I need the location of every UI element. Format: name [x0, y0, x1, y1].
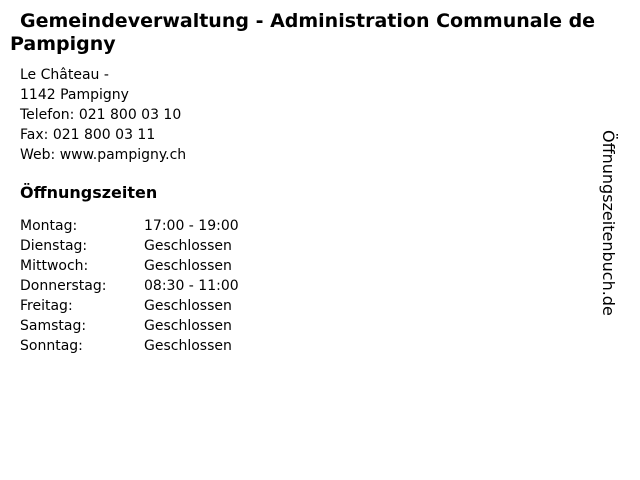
oeffnungszeitenbuch-brand-link[interactable]: Öffnungszeitenbuch.de	[599, 130, 618, 316]
address-city: 1142 Pampigny	[20, 87, 129, 103]
phone-number: 021 800 03 10	[78, 107, 182, 123]
address-street: Le Château -	[20, 67, 109, 83]
day-hours: Geschlossen	[144, 318, 232, 334]
web-label: Web:	[20, 147, 56, 163]
hours-row-wednesday	[20, 256, 640, 276]
day-hours: Geschlossen	[144, 298, 232, 314]
hours-row-friday	[20, 296, 640, 316]
hours-row-sunday	[20, 336, 640, 356]
page-title: Gemeindeverwaltung - Administration Communale de Pampigny	[10, 10, 596, 55]
fax-number: 021 800 03 11	[52, 127, 156, 143]
contact-info	[20, 65, 640, 165]
day-label: Dienstag:	[20, 238, 88, 254]
hours-row-saturday	[20, 316, 640, 336]
watermark-container	[600, 130, 617, 316]
day-label: Samstag:	[20, 318, 87, 334]
day-hours: 08:30 - 11:00	[144, 278, 239, 294]
day-label: Mittwoch:	[20, 258, 89, 274]
website-link[interactable]: www.pampigny.ch	[59, 147, 187, 163]
phone-label: Telefon:	[20, 107, 75, 123]
day-hours: Geschlossen	[144, 258, 232, 274]
day-label: Montag:	[20, 218, 78, 234]
day-label: Sonntag:	[20, 338, 83, 354]
opening-hours-table	[20, 216, 640, 356]
hours-row-thursday	[20, 276, 640, 296]
hours-row-tuesday	[20, 236, 640, 256]
opening-hours-heading: Öffnungszeiten	[20, 183, 158, 202]
day-label: Donnerstag:	[20, 278, 107, 294]
fax-line	[20, 125, 640, 145]
fax-label: Fax:	[20, 127, 49, 143]
day-hours: 17:00 - 19:00	[144, 218, 239, 234]
day-hours: Geschlossen	[144, 238, 232, 254]
hours-row-monday	[20, 216, 640, 236]
day-label: Freitag:	[20, 298, 73, 314]
phone-line	[20, 105, 640, 125]
web-line	[20, 145, 640, 165]
day-hours: Geschlossen	[144, 338, 232, 354]
